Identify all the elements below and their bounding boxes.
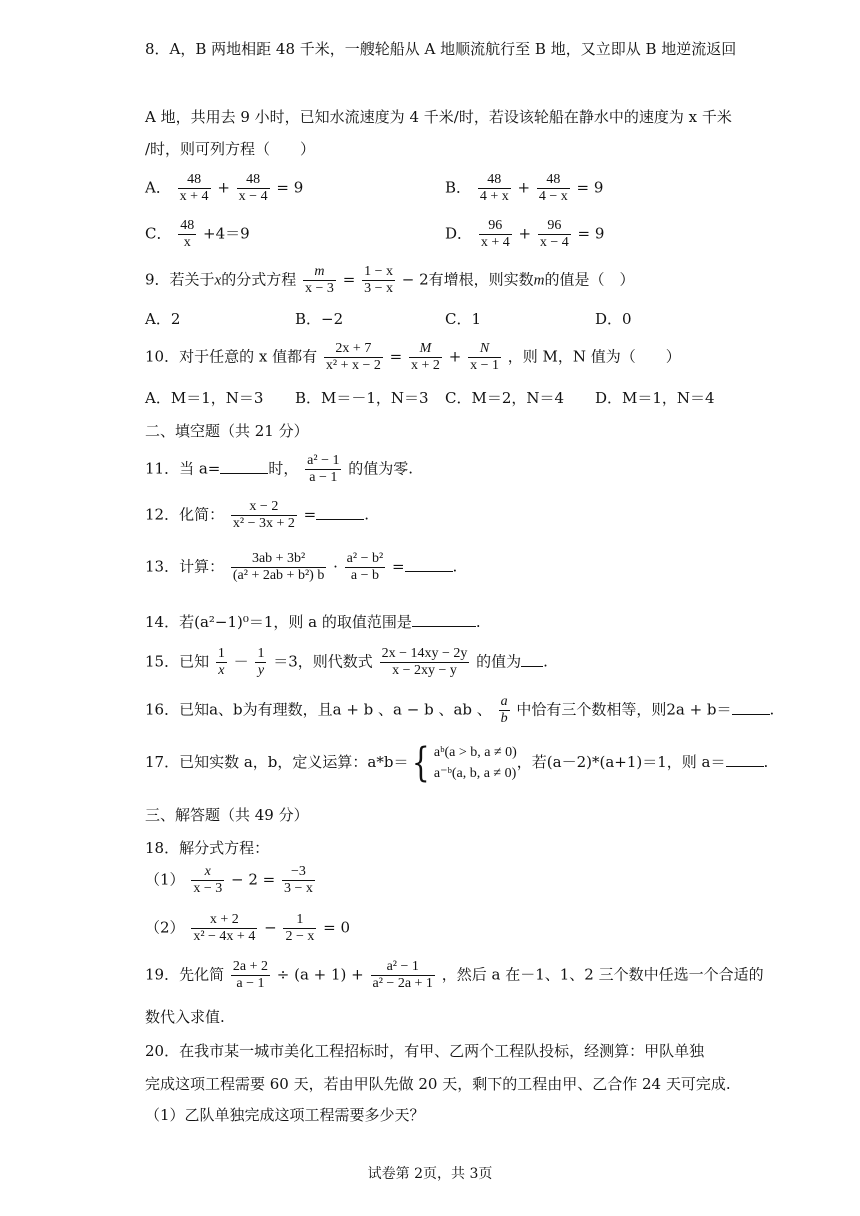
fraction: $\frac{x}{x - 3}$ (193, 864, 223, 897)
answer-blank (405, 570, 453, 572)
q18-part-2: （2） $\frac{x + 2}{\text{x² − 4x + 4}}$ − $\frac{1}{2 - x}$ = 0 (145, 912, 351, 945)
answer-blank (732, 713, 770, 715)
q13: 13．计算： $\frac{\text{3ab + 3b²}}{\text{(a² + 2ab + b²) b}}$ · $\frac{\text{a² − b²}}{a - b}$ = . (145, 551, 458, 584)
fraction: $\frac{96}{x - 4}$ (539, 218, 569, 251)
q10-stem: 10．对于任意的 x 值都有 $\frac{2x + 7}{\text{x² + x − 2}}$ = $\frac{M}{x + 2}$ + $\frac{N}{x - 1}$ ，则 M，N 值为（ ） (145, 341, 681, 374)
fraction: $\frac{x + 2}{\text{x² − 4x + 4}}$ (193, 912, 256, 945)
q18-title: 18．解分式方程： (145, 839, 270, 857)
fraction: $\frac{48}{x}$ (180, 218, 195, 251)
q9-option-d: D．0 (595, 310, 632, 328)
answer-blank (412, 625, 476, 627)
answer-blank (220, 472, 268, 474)
q9-option-b: B．−2 (295, 310, 344, 328)
q8-option-a: A． $\frac{48}{x + 4}$ + $\frac{48}{x - 4}$ = 9 (145, 172, 304, 205)
q8-line-3: /时，则可列方程（ ） (145, 140, 316, 158)
fraction: $\frac{1}{x}$ (217, 646, 225, 679)
q8-line-1: 8．A，B 两地相距 48 千米，一艘轮船从 A 地顺流航行至 B 地，又立即从 B 地逆流返回 (145, 40, 737, 58)
fraction: $\frac{\text{a² − 1}}{a - 1}$ (307, 453, 340, 486)
fraction: $\frac{48}{x + 4}$ (179, 172, 209, 205)
q11: 11．当 a= 时， $\frac{\text{a² − 1}}{a - 1}$ 的值为零. (145, 453, 414, 486)
q14: 14．若(a²−1)⁰＝1，则 a 的取值范围是 . (145, 613, 481, 631)
fraction: $\frac{48}{4 + x}$ (479, 172, 509, 205)
fraction: $\frac{2a + 2}{a - 1}$ (232, 959, 268, 992)
fraction: $\frac{a}{b}$ (500, 694, 508, 727)
q16: 16．已知a、b为有理数，且a + b 、a − b 、ab 、 $\frac{a}{b}$ 中恰有三个数相等，则2a + b＝ . (145, 694, 775, 727)
q10-option-b: B．M＝－1，N＝3 (295, 389, 429, 407)
q10-option-d: D．M＝1，N＝4 (595, 389, 715, 407)
left-brace-icon: { (412, 740, 431, 786)
answer-blank (521, 665, 543, 667)
q9-option-c: C．1 (445, 310, 482, 328)
q9-option-a: A．2 (145, 310, 181, 328)
fraction: $\frac{1}{2 - x}$ (285, 912, 315, 945)
fraction: $\frac{96}{x + 4}$ (480, 218, 510, 251)
q9-stem: 9．若关于x的分式方程 $\frac{m}{x - 3}$ = $\frac{1 - x}{3 - x}$ − 2有增根，则实数m的值是（ ） (145, 264, 635, 297)
q12: 12．化简： $\frac{x - 2}{\text{x² − 3x + 2}}$ = . (145, 499, 370, 532)
fraction: $\frac{x - 2}{\text{x² − 3x + 2}}$ (232, 499, 295, 532)
q8-line-2: A 地，共用去 9 小时，已知水流速度为 4 千米/时，若设该轮船在静水中的速度为 x 千米 (145, 108, 732, 126)
fraction: $\frac{48}{4 - x}$ (538, 172, 568, 205)
fraction: $\frac{2x - 14xy - 2y}{x - 2xy - y}$ (381, 646, 468, 679)
fraction: $\frac{M}{x + 2}$ (411, 341, 440, 374)
q20-line-3: （1）乙队单独完成这项工程需要多少天？ (145, 1106, 425, 1124)
q18-part-1: （1） $\frac{x}{x - 3}$ − 2 = $\frac{-3}{3 - x}$ (145, 864, 313, 897)
page-footer: 试卷第 2页，共 3页 (367, 1166, 493, 1182)
q19-line-1: 19．先化简 $\frac{2a + 2}{a - 1}$ ÷ (a + 1) + $\frac{\text{a² − 1}}{\text{a² − 2a + 1}}$ ，然后 a 在－1、1、2 三个数中任选一个合适的 (145, 959, 764, 992)
q17: 17．已知实数 a，b，定义运算：a*b＝{ aᵇ(a > b, a ≠ 0) a⁻ᵇ(a, b, a ≠ 0) ，若(a－2)*(a+1)＝1，则 a＝ . (145, 740, 769, 786)
fraction: $\frac{1 - x}{3 - x}$ (364, 264, 393, 297)
fraction: $\frac{-3}{3 - x}$ (284, 864, 313, 897)
piecewise-cases: aᵇ(a > b, a ≠ 0) a⁻ᵇ(a, b, a ≠ 0) (433, 745, 517, 781)
q8-option-d: D． $\frac{96}{x + 4}$ + $\frac{96}{x - 4}$ = 9 (445, 218, 605, 251)
fraction: $\frac{N}{x - 1}$ (470, 341, 499, 374)
fraction: $\frac{2x + 7}{\text{x² + x − 2}}$ (325, 341, 381, 374)
fraction: $\frac{48}{x - 4}$ (238, 172, 268, 205)
section-solution-title: 三、解答题（共 49 分） (145, 806, 309, 824)
q8-option-b: B． $\frac{48}{4 + x}$ + $\frac{48}{4 - x}$ = 9 (445, 172, 604, 205)
q20-line-2: 完成这项工程需要 60 天，若由甲队先做 20 天，剩下的工程由甲、乙合作 24 天可完成. (145, 1075, 731, 1093)
q15: 15．已知 $\frac{1}{x}$ － $\frac{1}{y}$ ＝3，则代数式 $\frac{2x - 14xy - 2y}{x - 2xy - y}$ 的值为 . (145, 646, 548, 679)
fraction: $\frac{\text{a² − 1}}{\text{a² − 2a + 1}}$ (372, 959, 433, 992)
q20-line-1: 20．在我市某一城市美化工程招标时，有甲、乙两个工程队投标，经测算：甲队单独 (145, 1042, 705, 1060)
q10-option-a: A．M＝1，N＝3 (145, 389, 264, 407)
fraction: $\frac{1}{y}$ (257, 646, 265, 679)
fraction: $\frac{\text{3ab + 3b²}}{\text{(a² + 2ab + b²) b}}$ (232, 551, 325, 584)
fraction: $\frac{m}{x - 3}$ (305, 264, 334, 297)
q8-option-c: C． $\frac{48}{x}$ +4＝9 (145, 218, 250, 251)
answer-blank (316, 518, 364, 520)
q19-line-2: 数代入求值. (145, 1008, 225, 1026)
q10-option-c: C．M＝2，N＝4 (445, 389, 565, 407)
answer-blank (726, 765, 764, 767)
section-fill-in-title: 二、填空题（共 21 分） (145, 422, 309, 440)
fraction: $\frac{\text{a² − b²}}{a - b}$ (346, 551, 384, 584)
